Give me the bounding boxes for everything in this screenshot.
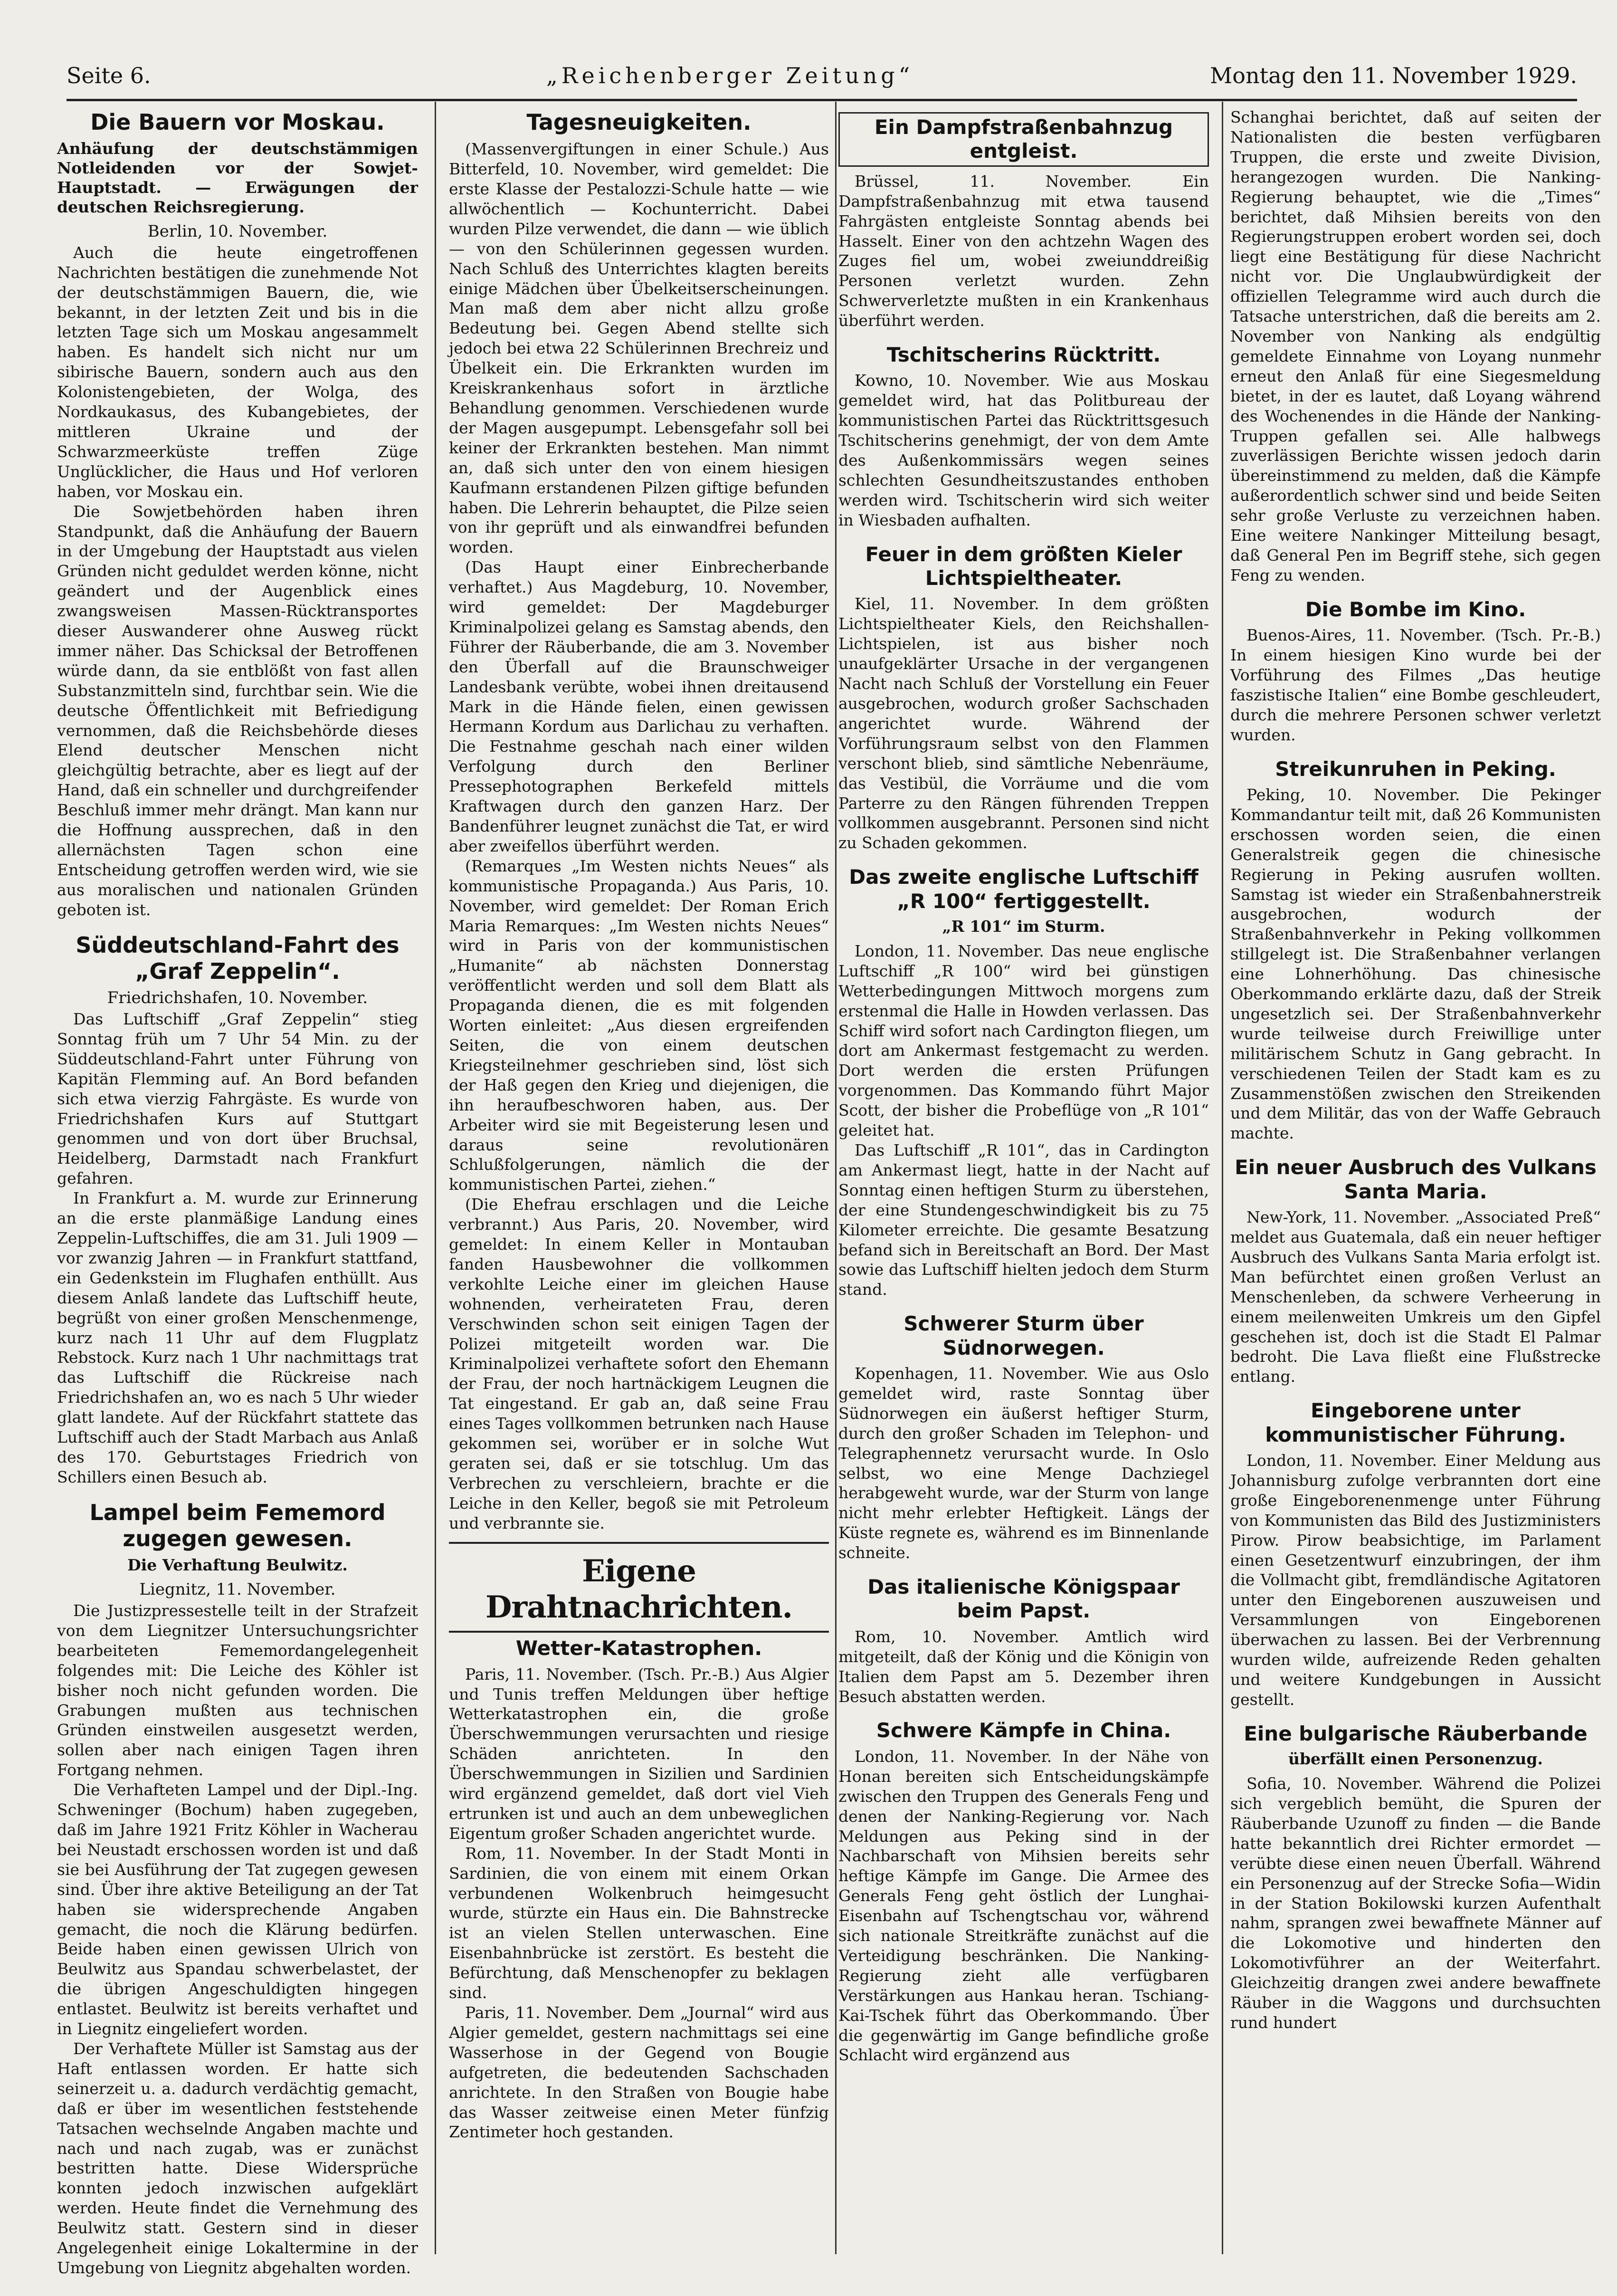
newspaper-title: „Reichenberger Zeitung“ xyxy=(546,63,914,88)
subheadline: Die Verhaftung Beulwitz. xyxy=(127,1556,348,1575)
headline: Die Bombe im Kino. xyxy=(1305,597,1526,621)
paragraph: Die Sowjetbehörden haben ihren Standpunkt, daß die Anhäufung der Bauern in der Umgebung der Hauptstadt aus vielen Gründen nicht geduldet werden könne, nicht geändert und der Augenblick eines zwangsweisen Massen-Rücktransportes dieser Auswanderer ohne Ausweg rückt immer näher. Das Schicksal der Betroffenen würde dann, da sie entblößt von fast allen Substanzmitteln sind, furchtbar sein. Wie die deutsche Öffentlichkeit mit Befriedigung vernommen, daß die Reichsbehörde dieses Elend deutscher Menschen nicht gleichgültig betrachte, aber es liegt auf der Hand, daß ein schneller und durchgreifender Beschluß immer mehr drängt. Man kann nur die Hoffnung aussprechen, daß in den allernächsten Tagen schon eine Entscheidung getroffen werden wird, wie sie aus moralischen und nationalen Gründen geboten ist. xyxy=(57,502,418,919)
headline: Süddeutschland-Fahrt des „Graf Zeppelin“. xyxy=(76,932,399,984)
section-title: Tagesneuigkeiten. xyxy=(526,109,751,135)
headline: Lampel beim Fememord zugegen gewesen. xyxy=(89,1499,386,1551)
column-4 xyxy=(1230,107,1601,2222)
paragraph: Rom, 10. November. Amtlich wird mitgeteilt, daß der König und die Königin von Italien dem Papst am 5. Dezember ihren Besuch abstatten werden. xyxy=(838,1627,1209,1706)
paragraph: (Massenvergiftungen in einer Schule.) Aus Bitterfeld, 10. November, wird gemeldet: Die erste Klasse der Pestalozzi-Schule hatte — wie allwöchentlich — Kochunterricht. Dabei wurden Pilze verwendet, die dann — wie üblich — von den Schülerinnen gegessen wurden. Nach Schluß des Unterrichtes klagten bereits einige Mädchen über Übelkeitserscheinungen. Man maß dem aber nicht allzu große Bedeutung bei. Gegen Abend stellte sich jedoch bei etwa 22 Schülerinnen Brechreiz und Übelkeit ein. Die Erkrankten wurden im Kreiskrankenhaus sofort in ärztliche Behandlung genommen. Verschiedenen wurde der Magen ausgepumpt. Lebensgefahr soll bei keiner der Erkrankten bestehen. Man nimmt an, daß sich unter den von einem hiesigen Kaufmann erstandenen Pilzen giftige befunden haben. Die Lehrerin behauptet, die Pilze seien von ihr geprüft und als einwandfrei befunden worden. xyxy=(449,140,829,557)
paragraph: Die Justizpressestelle teilt in der Strafzeit von dem Liegnitzer Untersuchungsrichter bearbeiteten Fememordangelegenheit folgendes mit: Die Leiche des Köhler ist bisher noch nicht gefunden worden. Die Grabungen mußten aus technischen Gründen einstweilen ausgesetzt werden, sollen aber nach einigen Tagen ihren Fortgang nehmen. xyxy=(57,1601,418,1779)
page-number: Seite 6. xyxy=(67,63,151,88)
headline: Eine bulgarische Räuberbande xyxy=(1244,1722,1588,1745)
paragraph: Paris, 11. November. Dem „Journal“ wird aus Algier gemeldet, gestern nachmittags sei eine Wasserhose in der Gegend von Bougie aufgetreten, die bedeutenden Sachschaden anrichtete. In den Straßen von Bougie habe das Wasser zeitweise einen Meter fünfzig Zentimeter hoch gestanden. xyxy=(449,2003,829,2142)
paragraph: (Das Haupt einer Einbrecherbande verhaftet.) Aus Magdeburg, 10. November, wird gemeldet: Der Magdeburger Kriminalpolizei gelang es Samstag abends, den Führer der Räuberbande, die am 3. November den Überfall auf die Braunschweiger Landesbank verübte, wobei ihnen dreitausend Mark in die Hände fielen, einen gewissen Hermann Kordum aus Darlichau zu verhaften. Die Festnahme geschah nach einer wilden Verfolgung durch den Berliner Pressephotographen Berkefeld mittels Kraftwagen durch den ganzen Harz. Der Bandenführer leugnet zunächst die Tat, er wird aber zweifellos überführt werden. xyxy=(449,558,829,855)
headline: Ein neuer Ausbruch des Vulkans Santa Maria. xyxy=(1235,1156,1597,1203)
paragraph: London, 11. November. Das neue englische Luftschiff „R 100“ wird bei günstigen Wetterbedingungen Mittwoch morgens zum erstenmal die Halle in Howden verlassen. Das Schiff wird sofort nach Cardington fliegen, um dort am Ankermast festgemacht zu werden. Dort werden die ersten Prüfungen vorgenommen. Das Kommando führt Major Scott, der bisher die Probeflüge von „R 101“ geleitet hat. xyxy=(838,941,1209,1140)
paragraph: (Die Ehefrau erschlagen und die Leiche verbrannt.) Aus Paris, 20. November, wird gemeldet: In einem Keller in Montauban fanden Hausbewohner die vollkommen verkohlte Leiche einer im gleichen Hause wohnenden, verheirateten Frau, deren Verschwinden schon seit einigen Tagen der Polizei mitgeteilt worden war. Die Kriminalpolizei verhaftete sofort den Ehemann der Frau, der noch hartnäckigem Leugnen die Tat eingestand. Er gab an, daß seine Frau eines Tages vollkommen betrunken nach Hause gekommen sei, worüber er in solche Wut geraten sei, daß er sie totschlug. Um das Verbrechen zu verschleiern, brachte er die Leiche in den Keller, begoß sie mit Petroleum und verbrannte sie. xyxy=(449,1195,829,1532)
paragraph: Der Verhaftete Müller ist Samstag aus der Haft entlassen worden. Er hatte sich seinerzeit u. a. dadurch verdächtig gemacht, daß er über im wesentlichen feststehende Tatsachen wechselnde Angaben machte und nach und nach zugab, was er zunächst bestritten hatte. Diese Widersprüche konnten jedoch inzwischen aufgeklärt werden. Heute findet die Vernehmung des Beulwitz statt. Gestern sind in dieser Angelegenheit einige Lokaltermine in der Umgebung von Liegnitz abgehalten worden. xyxy=(57,2039,418,2277)
section-banner xyxy=(449,1542,829,1633)
paragraph: Paris, 11. November. (Tsch. Pr.-B.) Aus Algier und Tunis treffen Meldungen über heftige Wetterkatastrophen ein, die große Überschwemmungen verursachten und riesige Schäden anrichteten. In den Überschwemmungen in Sizilien und Sardinien wird ergänzend gemeldet, daß dort viel Vieh ertrunken ist und auch an dem unbeweglichen Eigentum großer Schaden angerichtet wurde. xyxy=(449,1665,829,1843)
issue-date: Montag den 11. November 1929. xyxy=(1210,63,1577,88)
column-divider xyxy=(435,102,436,2254)
paragraph: In Frankfurt a. M. wurde zur Erinnerung an die erste planmäßige Landung eines Zeppelin-Luftschiffes, die am 31. Juli 1909 — vor zwanzig Jahren — in Frankfurt stattfand, ein Gedenkstein im Flughafen enthüllt. Aus diesem Anlaß landete das Luftschiff heute, begrüßt von einer großen Menschenmenge, kurz nach 11 Uhr auf dem Flugplatz Rebstock. Kurz nach 1 Uhr nachmittags trat das Luftschiff die Rückreise nach Friedrichshafen an, wo es nach 5 Uhr wieder glatt landete. Auf der Rückfahrt stattete das Luftschiff auch der Stadt Marbach aus Anlaß des 170. Geburtstages Friedrich von Schillers einen Besuch ab. xyxy=(57,1189,418,1486)
header-rule xyxy=(67,99,1577,101)
paragraph: Brüssel, 11. November. Ein Dampfstraßenbahnzug mit etwa tausend Fahrgästen entgleiste Sonntag abends bei Hasselt. Einer von den achtzehn Wagen des Zuges fiel um, wobei zweiunddreißig Personen verletzt wurden. Zehn Schwerverletzte mußten in ein Krankenhaus überführt werden. xyxy=(838,172,1209,330)
paragraph: Sofia, 10. November. Während die Polizei sich vergeblich bemüht, die Spuren der Räuberbande Uzunoff zu finden — die Bande hatte bekanntlich drei Richter ermordet — verübte diese einen neuen Überfall. Während ein Personenzug auf der Strecke Sofia—Widin in der Station Bokilowski kurzen Aufenthalt nahm, sprangen zwei bewaffnete Männer auf die Lokomotive und hinderten den Lokomotivführer an der Weiterfahrt. Gleichzeitig drangen zwei andere bewaffnete Räuber in die Waggons und durchsuchten rund hundert xyxy=(1230,1774,1601,2032)
dateline: Liegnitz, 11. November. xyxy=(139,1580,336,1599)
paragraph: Buenos-Aires, 11. November. (Tsch. Pr.-B.) In einem hiesigen Kino wurde bei der Vorführung des Filmes „Das heutige faszistische Italien“ eine Bombe geschleudert, durch die mehrere Personen schwer verletzt wurden. xyxy=(1230,626,1601,744)
column-3 xyxy=(838,107,1209,2222)
headline: Wetter-Katastrophen. xyxy=(515,1636,762,1660)
headline: Schwere Kämpfe in China. xyxy=(876,1719,1171,1742)
headline: Das zweite englische Luftschiff „R 100“ fertiggestellt. xyxy=(849,865,1198,913)
paragraph: Kiel, 11. November. In dem größten Lichtspieltheater Kiels, den Reichshallen-Lichtspielen, ist aus bisher noch unaufgeklärter Ursache in der vergangenen Nacht nach Schluß der Vorstellung ein Feuer ausgebrochen, wodurch großer Sachschaden angerichtet wurde. Während der Vorführungsraum selbst von den Flammen verschont blieb, sind sämtliche Nebenräume, das Vestibül, die Vorräume und die vom Parterre zu den Rängen führenden Treppen vollkommen ausgebrannt. Personen sind nicht zu Schaden gekommen. xyxy=(838,594,1209,852)
dateline: Berlin, 10. November. xyxy=(147,221,328,241)
headline: Das italienische Königspaar beim Papst. xyxy=(867,1575,1180,1623)
paragraph: Auch die heute eingetroffenen Nachrichten bestätigen die zunehmende Not der deutschstämmigen Bauern, die, wie bekannt, in der letzten Zeit und bis in die letzten Tage sich um Moskau angesammelt haben. Es handelt sich nicht nur um sibirische Bauern, sondern auch aus den Kolonistengebieten, der Wolga, des Nordkaukasus, des Kubangebietes, der mittleren Ukraine und der Schwarzmeerküste treffen Züge Unglücklicher, die Haus und Hof verloren haben, vor Moskau ein. xyxy=(57,243,418,501)
section-title: Eigene Drahtnachrichten. xyxy=(485,1553,792,1626)
column-2 xyxy=(449,107,829,2222)
paragraph: Peking, 10. November. Die Pekinger Kommandantur teilt mit, daß 26 Kommunisten erschossen worden seien, die einen Generalstreik gegen die chinesische Regierung in Peking ausrufen wollten. Samstag ist wieder ein Straßenbahnerstreik ausgebrochen, wodurch der Straßenbahnverkehr in Peking vollkommen stillgelegt ist. Die Straßenbahner verlangen eine Lohnerhöhung. Das chinesische Oberkommando erklärte dazu, daß der Streik ungesetzlich sei. Der Straßenbahnverkehr wurde teilweise durch Freiwillige unter militärischem Schutz in Gang gebracht. In verschiedenen Teilen der Stadt kam es zu Zusammenstößen zwischen den Streikenden und dem Militär, das von der Waffe Gebrauch machte. xyxy=(1230,785,1601,1143)
subheadline: „R 101“ im Sturm. xyxy=(942,917,1105,936)
column-divider xyxy=(835,102,837,2254)
paragraph: Schanghai berichtet, daß auf seiten der Nationalisten die besten verfügbaren Truppen, die erste und zweite Division, herangezogen wurden. Die Nanking-Regierung behauptet, wie die „Times“ berichtet, daß Mihsien bereits von den Regierungstruppen erobert worden sei, doch liegt eine Bestätigung für diese Nachricht nicht vor. Die Unglaubwürdigkeit der offiziellen Telegramme wird auch durch die Tatsache unterstrichen, daß die bereits am 2. November von Nanking als endgültig gemeldete Einnahme von Loyang nunmehr erneut den Anlaß für eine Siegesmeldung bietet, in der es lautet, daß Loyang während des Wochenendes in die Hände der Nanking-Truppen gefallen sei. Alle halbwegs zuverlässigen Berichte wissen jedoch darin übereinstimmend zu melden, daß die Kämpfe außerordentlich schwer sind und beide Seiten sehr große Verluste zu verzeichnen haben. Eine weitere Nankinger Mitteilung besagt, daß General Pen im Begriff stehe, sich gegen Feng zu wenden. xyxy=(1230,108,1601,584)
headline: Eingeborene unter kommunistischer Führung. xyxy=(1265,1399,1566,1446)
column-1 xyxy=(57,107,418,2277)
headline: Streikunruhen in Peking. xyxy=(1275,757,1556,781)
headline: Ein Dampfstraßenbahnzug entgleist. xyxy=(874,115,1173,163)
paragraph: Kowno, 10. November. Wie aus Moskau gemeldet wird, hat das Politbureau der kommunistischen Partei das Rücktrittsgesuch Tschitscherins genehmigt, der von dem Amte des Außenkommissärs wegen seines schlechten Gesundheitszustandes enthoben werden wird. Tschitscherin wird sich weiter in Wiesbaden aufhalten. xyxy=(838,371,1209,529)
headline: Die Bauern vor Moskau. xyxy=(90,109,385,135)
paragraph: London, 11. November. Einer Meldung aus Johannisburg zufolge verbrannten dort eine große Eingeborenenmenge unter Führung von Kommunisten das Bild des Justizministers Pirow. Pirow beabsichtige, im Parlament einen Gesetzentwurf einzubringen, der ihm die Vollmacht gibt, fremdländische Agitatoren unter den Eingeborenen auszuweisen und Versammlungen von Eingeborenen überwachen zu lassen. Bei der Verbrennung wurden wilde, aufreizende Reden gehalten und weitere Kundgebungen in Aussicht gestellt. xyxy=(1230,1451,1601,1709)
subheadline: Anhäufung der deutschstämmigen Notleidenden vor der Sowjet-Hauptstadt. — Erwägungen der deutschen Reichsregierung. xyxy=(57,139,418,216)
dateline: Friedrichshafen, 10. November. xyxy=(107,988,368,1007)
page-header xyxy=(67,63,1577,101)
column-divider xyxy=(1222,102,1223,2254)
subheadline: überfällt einen Personenzug. xyxy=(1288,1750,1543,1769)
paragraph: Rom, 11. November. In der Stadt Monti in Sardinien, die von einem mit einem Orkan verbundenen Wolkenbruch heimgesucht wurde, stürzte ein Haus ein. Die Bahnstrecke ist an vielen Stellen unterwaschen. Eine Eisenbahnbrücke ist zerstört. Es besteht die Befürchtung, daß Menschenopfer zu beklagen sind. xyxy=(449,1844,829,2002)
paragraph: Das Luftschiff „R 101“, das in Cardington am Ankermast liegt, hatte in der Nacht auf Sonntag einen heftigen Sturm zu überstehen, der eine Stundengeschwindigkeit bis zu 75 Kilometer erreichte. Die gesamte Besatzung befand sich in Bereitschaft an Bord. Der Mast sowie das Luftschiff hielten jedoch dem Sturm stand. xyxy=(838,1140,1209,1299)
paragraph: New-York, 11. November. „Associated Preß“ meldet aus Guatemala, daß ein neuer heftiger Ausbruch des Vulkans Santa Maria erfolgt ist. Man befürchtet einen großen Verlust an Menschenleben, da schwere Verheerung in einem meilenweiten Umkreis um den Gipfel geschehen ist, doch ist die Stadt El Palmar bedroht. Die Lava fließt eine Flußstrecke entlang. xyxy=(1230,1208,1601,1386)
paragraph: London, 11. November. In der Nähe von Honan bereiten sich Entscheidungskämpfe zwischen den Truppen des Generals Feng und denen der Nanking-Regierung vor. Nach Meldungen aus Peking sind in der Nachbarschaft von Mihsien bereits sehr heftige Kämpfe im Gange. Die Armee des Generals Feng geht östlich der Lunghai-Eisenbahn auf Tschengtschau vor, während sich nationale Streitkräfte zunächst auf die Verteidigung beschränken. Die Nanking-Regierung zieht alle verfügbaren Verstärkungen aus Hankau heran. Tschiang-Kai-Tschek führt das Oberkommando. Über die gegenwärtig im Gange befindliche große Schlacht wird ergänzend aus xyxy=(838,1747,1209,2065)
boxed-headline xyxy=(838,112,1209,167)
paragraph: Die Verhafteten Lampel und der Dipl.-Ing. Schweninger (Bochum) haben zugegeben, daß im Jahre 1921 Fritz Köhler in Wacherau bei Neustadt erschossen worden ist und daß sie bei Ausführung der Tat zugegen gewesen sind. Über ihre aktive Beteiligung an der Tat haben sie widersprechende Angaben gemacht, die noch die Klärung bedürfen. Beide haben einen gewissen Ulrich von Beulwitz aus Spandau schwerbelastet, der die übrigen Angeschuldigten hingegen entlastet. Beulwitz ist bereits verhaftet und in Liegnitz eingeliefert worden. xyxy=(57,1780,418,2038)
paragraph: Kopenhagen, 11. November. Wie aus Oslo gemeldet wird, raste Sonntag über Südnorwegen ein äußerst heftiger Sturm, durch den großer Schaden im Telephon- und Telegraphennetz verursacht wurde. In Oslo selbst, wo eine Menge Dachziegel herabgeweht wurde, war der Sturm von lange nicht mehr erlebter Heftigkeit. Längs der Küste regnete es, während es im Binnenlande schneite. xyxy=(838,1364,1209,1562)
paragraph: (Remarques „Im Westen nichts Neues“ als kommunistische Propaganda.) Aus Paris, 10. November, wird gemeldet: Der Roman Erich Maria Remarques: „Im Westen nichts Neues“ wird in Paris von der kommunistischen „Humanite“ ab nächsten Donnerstag veröffentlicht werden und soll dem Blatt als Propaganda dienen, die es mit folgenden Worten einleitet: „Aus diesen ergreifenden Seiten, die von einem deutschen Kriegsteilnehmer geschrieben sind, löst sich der Haß gegen den Krieg und diejenigen, die ihn heraufbeschworen haben, aus. Der Arbeiter wird sie mit Begeisterung lesen und daraus seine revolutionären Schlußfolgerungen, nämlich die der kommunistischen Partei, ziehen.“ xyxy=(449,856,829,1194)
paragraph: Das Luftschiff „Graf Zeppelin“ stieg Sonntag früh um 7 Uhr 54 Min. zu der Süddeutschland-Fahrt unter Führung von Kapitän Flemming auf. An Bord befanden sich etwa vierzig Fahrgäste. Es wurde von Friedrichshafen Kurs auf Stuttgart genommen und von dort über Bruchsal, Heidelberg, Darmstadt nach Frankfurt gefahren. xyxy=(57,1010,418,1188)
headline: Schwerer Sturm über Südnorwegen. xyxy=(904,1312,1144,1359)
headline: Tschitscherins Rücktritt. xyxy=(886,343,1161,367)
headline: Feuer in dem größten Kieler Lichtspieltheater. xyxy=(865,542,1182,590)
